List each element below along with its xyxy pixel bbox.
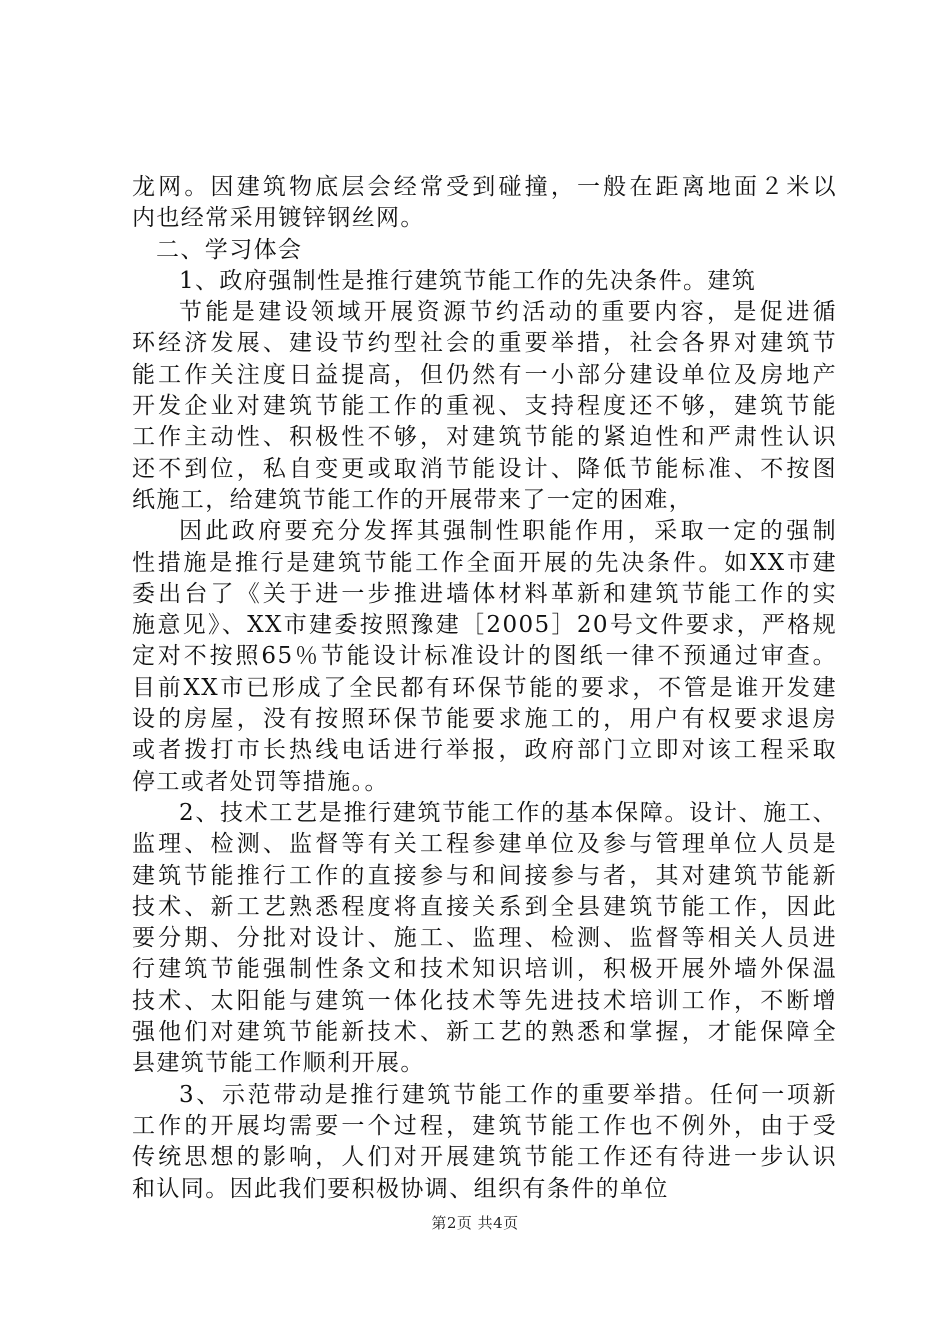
text-line: 强他们对建筑节能新技术、新工艺的熟悉和掌握，才能保障全	[132, 1019, 837, 1046]
text-line: 开发企业对建筑节能工作的重视、支持程度还不够，建筑节能	[132, 393, 837, 420]
text-line: 设的房屋，没有按照环保节能要求施工的，用户有权要求退房	[132, 706, 837, 733]
text-line: 因此政府要充分发挥其强制性职能作用，采取一定的强制	[179, 518, 837, 545]
text-line: 性措施是推行是建筑节能工作全面开展的先决条件。如XX市建	[132, 549, 837, 576]
text-line: 停工或者处罚等措施。。	[132, 768, 389, 795]
text-line: 工作主动性、积极性不够，对建筑节能的紧迫性和严肃性认识	[132, 424, 837, 451]
page-number-footer: 第2页 共4页	[431, 1214, 519, 1232]
text-line: 监理、检测、监督等有关工程参建单位及参与管理单位人员是	[132, 831, 837, 858]
text-line: 能工作关注度日益提高，但仍然有一小部分建设单位及房地产	[132, 361, 837, 388]
text-line: 和认同。因此我们要积极协调、组织有条件的单位	[132, 1175, 669, 1202]
text-line: 工作的开展均需要一个过程，建筑节能工作也不例外，由于受	[132, 1112, 837, 1139]
text-line: 行建筑节能强制性条文和技术知识培训，积极开展外墙外保温	[132, 956, 837, 983]
text-line: 委出台了《关于进一步推进墙体材料革新和建筑节能工作的实	[132, 580, 837, 607]
paragraph-heading: 3、示范带动是推行建筑节能工作的重要举措。任何一项新	[179, 1081, 837, 1108]
text-line: 传统思想的影响，人们对开展建筑节能工作还有待进一步认识	[132, 1144, 837, 1171]
section-heading: 二、学习体会	[156, 236, 303, 263]
text-line: 节能是建设领域开展资源节约活动的重要内容，是促进循	[179, 299, 837, 326]
body-text	[132, 172, 837, 1205]
text-line: 要分期、分批对设计、施工、监理、检测、监督等相关人员进	[132, 925, 837, 952]
text-line: 建筑节能推行工作的直接参与和间接参与者，其对建筑节能新	[132, 862, 837, 889]
text-line: 还不到位，私自变更或取消节能设计、降低节能标准、不按图	[132, 455, 837, 482]
text-line: 施意见》、XX市建委按照豫建［2005］20号文件要求，严格规	[132, 612, 837, 639]
paragraph-heading: 2、技术工艺是推行建筑节能工作的基本保障。设计、施工、	[179, 799, 837, 826]
text-line: 龙网。因建筑物底层会经常受到碰撞，一般在距离地面２米以	[132, 174, 837, 200]
text-line: 定对不按照65％节能设计标准设计的图纸一律不预通过审查。	[132, 643, 837, 670]
text-line: 环经济发展、建设节约型社会的重要举措，社会各界对建筑节	[132, 330, 837, 357]
text-line: 目前XX市已形成了全民都有环保节能的要求，不管是谁开发建	[132, 674, 837, 701]
text-line: 或者拨打市长热线电话进行举报，政府部门立即对该工程采取	[132, 737, 837, 764]
text-line: 县建筑节能工作顺利开展。	[132, 1050, 425, 1077]
text-line: 内也经常采用镀锌钢丝网。	[132, 205, 425, 232]
text-line: 技术、太阳能与建筑一体化技术等先进技术培训工作，不断增	[132, 987, 837, 1014]
text-line: 纸施工，给建筑节能工作的开展带来了一定的困难，	[132, 486, 694, 513]
paragraph-heading: 1、政府强制性是推行建筑节能工作的先决条件。建筑	[179, 267, 757, 294]
text-line: 技术、新工艺熟悉程度将直接关系到全县建筑节能工作，因此	[132, 893, 837, 920]
